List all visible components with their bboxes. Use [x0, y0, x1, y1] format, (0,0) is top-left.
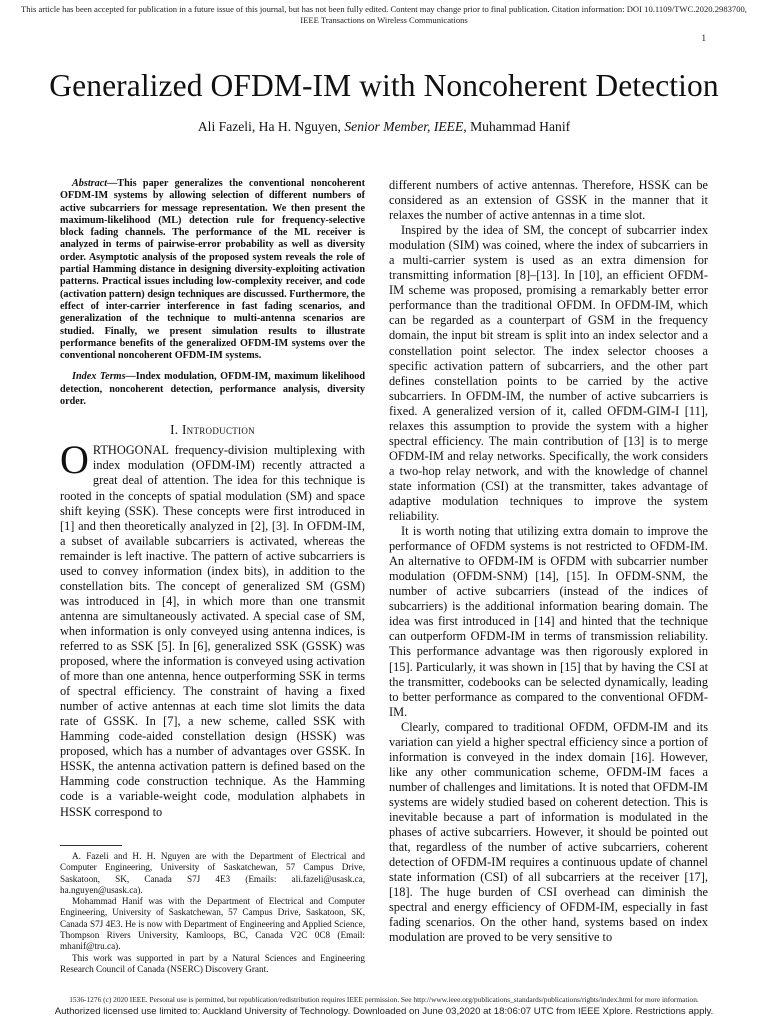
authors-last: , Muhammad Hanif [463, 119, 571, 134]
paper-title: Generalized OFDM-IM with Noncoherent Detection [49, 68, 719, 103]
index-terms [60, 371, 365, 408]
intro-text: RTHOGONAL frequency-division multiplexing with index modulation (OFDM-IM) recently attracted a great deal of attention. The idea for this technique is rooted in the concepts of spatial modulation (SM) and space shift keying (SSK). These concepts were first introduced in [1] and then theoretically analyzed in [2], [3]. In OFDM-IM, a subset of available subcarriers is activated, whereas the remainder is left inactive. The pattern of active subcarriers is used to convey information (index bits), in addition to the constellation bits. The concept of generalized SM (GSM) was introduced in [4], in which more than one transmit antenna are simultaneously activated. A special case of SM, when information is only conveyed using antenna indices, is referred to as SSK [5]. In [6], generalized SSK (GSSK) was proposed, where the information is conveyed using activation of more than one antenna, hence outperforming SSK in terms of spectral efficiency. The constraint of having a fixed number of active antennas at each time slot limits the data rate of GSSK. In [7], a new scheme, called SSK with Hamming code-aided constellation design (HSSK) was proposed, which has a number of advantages over GSSK. In HSSK, the antenna activation pattern is defined based on the Hamming code construction technique. As the Hamming code is a variable-weight code, modulation alphabets in HSSK correspond to [60, 443, 365, 819]
footnote-rule [60, 845, 122, 846]
index-terms-label: Index Terms [72, 371, 126, 383]
paragraph: Inspired by the idea of SM, the concept of subcarrier index modulation (SIM) was coined, where the index of subcarriers in a multi-carrier system is used as an extra dimension for transmitting information [8]–[13]. In [10], an efficient OFDM-IM scheme was proposed, promising a remarkably better error performance than the traditional OFDM. In OFDM-IM, which can be regarded as a counterpart of GSM in the frequency domain, the input bit stream is split into an index selector and a constellation point selector. The index selector chooses a specific activation pattern of subcarriers, and the other part defines constellation points to be carried by the active subcarriers. In OFDM-IM, the number of active subcarriers is fixed. A generalized version of it, called OFDM-GIM-I [11], relaxes this assumption to provide the system with a higher spectral efficiency. The main contribution of [13] is to merge OFDM-IM and relay networks. Specifically, the work considers a two-hop relay network, and with the knowledge of channel state information (CSI) at the transmitter, takes advantage of adaptive modulation techniques to improve the system reliability. [389, 223, 708, 524]
intro-paragraph [60, 437, 365, 819]
page-number: 1 [701, 33, 706, 43]
authors-names: Ali Fazeli, Ha H. Nguyen, [197, 119, 341, 134]
left-column [60, 178, 365, 820]
author-list [0, 119, 768, 135]
footnote-affiliation-1: A. Fazeli and H. H. Nguyen are with the Department of Electrical and Computer Engineering, University of Saskatchewan, 57 Campus Drive, Saskatoon, SK, Canada S7J 4E3 (Emails: ali.fazeli@usask.ca, ha.nguyen@usask.ca). [60, 851, 365, 895]
paragraph: different numbers of active antennas. Therefore, HSSK can be considered as an extension of GSSK in the manner that it relaxes the number of active antennas in a time slot. [389, 178, 708, 223]
footnote-affiliation-2: Mohammad Hanif was with the Department of Electrical and Computer Engineering, University of Saskatchewan, 57 Campus Drive, Saskatoon, SK, Canada S7J 4E3. He is now with Department of Engineering and Applied Science, Thompson Rivers University, Kamloops, BC, Canada V2C 0C8 (Email: mhanif@tru.ca). [60, 896, 365, 952]
right-column [389, 178, 708, 945]
abstract [60, 178, 365, 362]
author-membership: Senior Member, IEEE [344, 119, 464, 134]
abstract-label: Abstract [72, 178, 108, 189]
drop-cap: O [60, 437, 89, 483]
abstract-text: —This paper generalizes the conventional noncoherent OFDM-IM systems by allowing selection of different numbers of active subcarriers for message representation. We then present the maximum-likelihood (ML) detection rule for frequency-selective block fading channels. The performance of the ML receiver is analyzed in terms of pairwise-error probability as well as diversity order. Asymptotic analysis of the proposed system reveals the role of partial Hamming distance in designing diversity-exploiting activation patterns. Practical issues including low-complexity receiver, and code (activation pattern) design techniques are discussed. Furthermore, the effect of inter-carrier interference in fast fading scenarios, and generalization of the technique to multi-antenna scenarios are studied. Finally, we present simulation results to illustrate performance benefits of the generalized OFDM-IM systems over the conventional noncoherent OFDM-IM systems. [60, 178, 365, 362]
copyright-notice: 1536-1276 (c) 2020 IEEE. Personal use is permitted, but republication/redistribution requires IEEE permission. See http://www.ieee.org/publications_standards/publications/rights/index.html for more information. [69, 995, 699, 1004]
license-notice: Authorized licensed use limited to: Auckland University of Technology. Downloaded on June 03,2020 at 18:06:07 UTC from IEEE Xplore. Restrictions apply. [54, 1006, 714, 1017]
footnotes [60, 851, 365, 975]
footnote-funding: This work was supported in part by a Natural Sciences and Engineering Research Council of Canada (NSERC) Discovery Grant. [60, 952, 365, 974]
section-heading: I. Introduction [170, 422, 255, 438]
index-terms-text: —Index modulation, OFDM-IM, maximum likelihood detection, noncoherent detection, performance analysis, diversity order. [60, 371, 365, 408]
journal-notice: This article has been accepted for publication in a future issue of this journal, but has not been fully edited. Content may change prior to final publication. Citation information: DOI 10.1109/TWC.2020.2983700, IEEE Transactions on Wireless Communications [21, 4, 747, 25]
paragraph: Clearly, compared to traditional OFDM, OFDM-IM and its variation can yield a higher spectral efficiency since a portion of information is conveyed in the index domain [16]. However, like any other communication scheme, OFDM-IM faces a number of challenges and limitations. It is noted that OFDM-IM systems are widely studied based on coherent detection. This is inevitable because a part of information is modulated in the phases of active subcarriers. However, it should be pointed out that, regardless of the number of active subcarriers, coherent detection of OFDM-IM requires a continuous update of channel state information (CSI) of all subcarriers at the receiver [17], [18]. The huge burden of CSI overhead can diminish the spectral and energy efficiency of OFDM-IM, especially in fast fading scenarios. On the other hand, systems based on index modulation are proved to be very sensitive to [389, 719, 708, 945]
paragraph: It is worth noting that utilizing extra domain to improve the performance of OFDM systems is not restricted to OFDM-IM. An alternative to OFDM-IM is OFDM with subcarrier number modulation (OFDM-SNM) [14], [15]. In OFDM-SNM, the number of active subcarriers (instead of the indices of subcarriers) is the additional information bearing domain. The idea was first introduced in [14] and hinted that the technique can outperform OFDM-IM in terms of transmission reliability. This performance advantage was then rigorously explored in [15]. Particularly, it was shown in [15] that by having the CSI at the transmitter, codebooks can be selected dynamically, leading to better performance as compared to the conventional OFDM-IM. [389, 524, 708, 719]
